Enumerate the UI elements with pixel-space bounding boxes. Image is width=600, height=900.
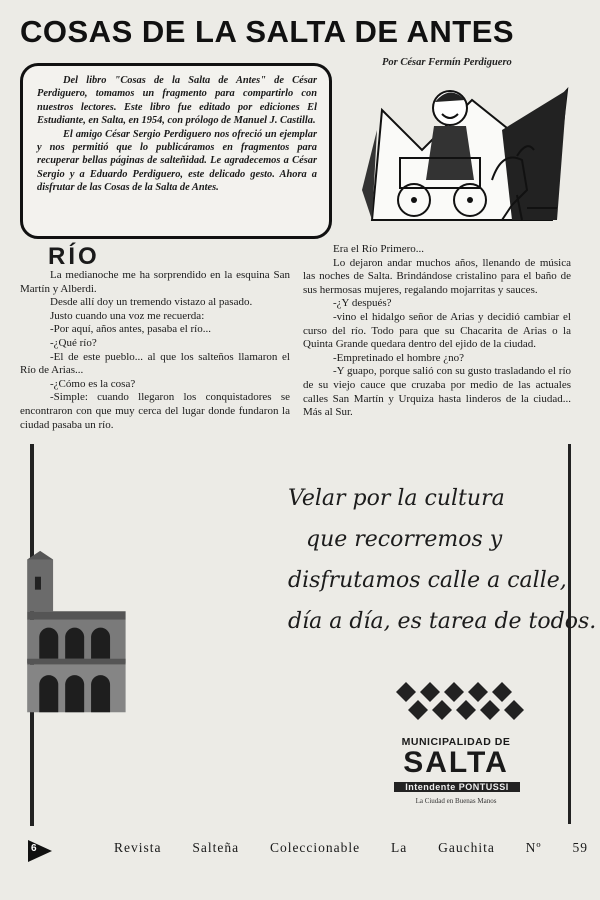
intro-paragraph: Del libro "Cosas de la Salta de Antes" de César Perdiguero, tomamos un fragmento para compartirlo con nuestros lectores. Este libro fue editado por ediciones El Estudiante, en Salta, en 1954, con prólogo de Manuel J. Castilla.: [37, 75, 317, 127]
intro-paragraph: El amigo César Sergio Perdiguero nos ofreció un ejemplar y nos permitió que lo publicáramos en fragmentos para recuperar bellas páginas de salteñidad. Le agradecemos a César Sergio y a Eduardo Perdiguero, este delicado gesto. Ahora a disfrutar de las Cosas de la Salta de Antes.: [37, 128, 317, 194]
article-paragraph: -¿Qué río?: [50, 336, 97, 349]
slogan-line: día a día, es tarea de todos.: [288, 609, 597, 634]
slogan-line: que recorremos y: [306, 527, 503, 552]
intendant-label: Intendente PONTUSSI: [394, 782, 520, 792]
footer-word: Salteña: [192, 840, 240, 855]
article-paragraph: -Simple: cuando llegaron los conquistadores se encontraron con que muy cerca del lugar donde fundaron la ciudad pasaba un río.: [20, 391, 290, 431]
article-paragraph: -El de este pueblo... al que los salteños llamaron el Río de Arias...: [20, 350, 290, 377]
author-byline: Por César Fermín Perdiguero: [382, 57, 512, 68]
footer-word: 59: [572, 840, 588, 855]
article-paragraph: -Empretinado el hombre ¿no?: [333, 351, 465, 364]
footer-word: Gauchita: [438, 840, 495, 855]
footer-word: Nº: [525, 840, 542, 855]
caricature-illustration: [352, 70, 574, 242]
footer-word: Revista: [114, 840, 162, 855]
article-paragraph: La medianoche me ha sorprendido en la esquina San Martín y Alberdi.: [20, 269, 290, 295]
municipality-name: SALTA: [403, 746, 509, 779]
slogan-line: Velar por la cultura: [288, 486, 505, 511]
article-paragraph: -¿Y después?: [333, 297, 392, 310]
footer-word: Coleccionable: [269, 840, 361, 855]
section-title: RÍO: [48, 243, 100, 270]
slogan-line: disfrutamos calle a calle,: [288, 568, 567, 593]
page-number: 6: [31, 843, 37, 854]
page-footer: [28, 836, 588, 866]
municipality-logo: [376, 672, 536, 812]
cabildo-building-illustration: [22, 440, 262, 830]
municipality-prefix: MUNICIPALIDAD DE: [401, 736, 511, 748]
municipality-tagline: La Ciudad en Buenas Manos: [415, 797, 497, 805]
page-title: COSAS DE LA SALTA DE ANTES: [20, 14, 515, 49]
article-column-left: [20, 269, 290, 432]
article-paragraph: -Por aquí, años antes, pasaba el río...: [50, 323, 211, 336]
article-paragraph: -¿Cómo es la cosa?: [50, 377, 136, 390]
diamond-pattern-icon: [376, 672, 536, 734]
footer-word: La: [391, 840, 408, 855]
publication-name: [114, 840, 588, 856]
article-paragraph: Era el Río Primero...: [333, 243, 425, 255]
article-column-right: [303, 243, 571, 420]
ad-slogan: [288, 478, 597, 642]
article-paragraph: -vino el hidalgo señor de Arias y decidió cambiar el curso del río. Todo para que su Chacarita de Arias o la Quinta Grande quedara dentro del ejido de la ciudad.: [303, 310, 571, 351]
article-paragraph: Justo cuando una voz me recuerda:: [50, 309, 205, 322]
article-paragraph: Desde allí doy un tremendo vistazo al pasado.: [50, 296, 253, 309]
article-paragraph: -Y guapo, porque salió con su gusto trasladando el río de su viejo cauce que cruzaba por medio de las actuales calles San Martín y Urquiza hasta linderos de la ciudad... Más al Sur.: [303, 365, 571, 419]
intro-box: [20, 63, 332, 239]
article-paragraph: Lo dejaron andar muchos años, llenando de música las noches de Salta. Brindándose cristalino para el baño de sus hermosas mujeres, regalando mojarritas y sauces.: [303, 256, 571, 296]
